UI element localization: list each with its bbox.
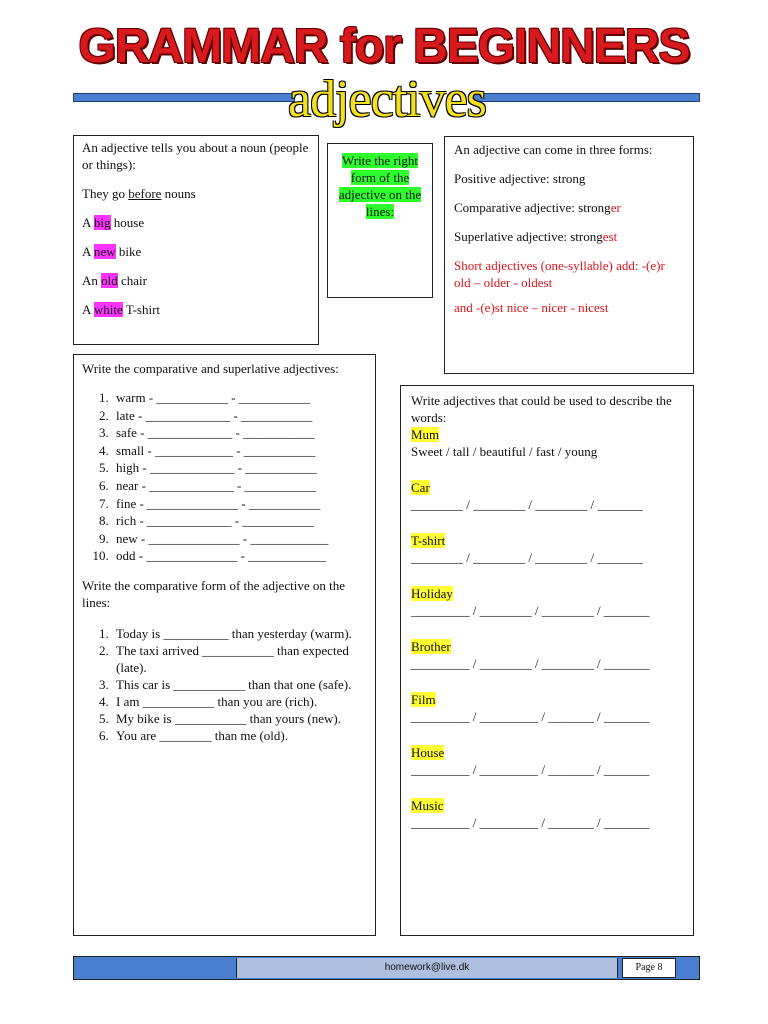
list-item: 3. safe - _____________ - ___________ bbox=[112, 424, 367, 442]
comparative-form: Comparative adjective: stronger bbox=[454, 200, 621, 215]
short-adjective-rule: Short adjectives (one-syllable) add: -(e)r old – older - oldest bbox=[454, 258, 665, 290]
list-item: 5. My bike is ___________ than yours (new). bbox=[112, 710, 357, 727]
exercise1-sentences bbox=[82, 625, 367, 744]
list-item: 3. This car is ___________ than that one (safe). bbox=[112, 676, 357, 693]
answer-line: _________ / _________ / _______ / _______ bbox=[411, 762, 650, 777]
list-item: 4. small - ____________ - ___________ bbox=[112, 442, 367, 460]
positive-form: Positive adjective: strong bbox=[454, 171, 586, 186]
header-rule-left bbox=[73, 93, 295, 102]
short-adjective-rule-2: and -(e)st nice – nicer - nicest bbox=[454, 300, 609, 315]
list-item: 1. Today is __________ than yesterday (warm). bbox=[112, 625, 357, 642]
example-item: A white T-shirt bbox=[82, 302, 161, 317]
example-word: Mum bbox=[411, 427, 440, 442]
list-item: 7. fine - ______________ - ___________ bbox=[112, 495, 367, 513]
list-item: 2. late - _____________ - ___________ bbox=[112, 407, 367, 425]
describe-word: House bbox=[411, 745, 445, 760]
adjective-highlight: old bbox=[101, 273, 118, 288]
describe-word: Car bbox=[411, 480, 430, 495]
describe-word: T-shirt bbox=[411, 533, 446, 548]
list-item: 9. new - ______________ - ____________ bbox=[112, 530, 367, 548]
intro-definition: An adjective tells you about a noun (people or things): bbox=[82, 140, 309, 172]
answer-line: ________ / ________ / ________ / _______ bbox=[411, 550, 643, 565]
before-word: before bbox=[128, 186, 162, 201]
footer-email: homework@live.dk bbox=[236, 958, 618, 978]
superlative-form: Superlative adjective: strongest bbox=[454, 229, 618, 244]
list-item: 8. rich - _____________ - ___________ bbox=[112, 512, 367, 530]
adjective-highlight: big bbox=[93, 215, 111, 230]
intro-box bbox=[73, 135, 319, 345]
intro-position: They go before nouns bbox=[82, 186, 196, 201]
page-title: GRAMMAR for BEGINNERS bbox=[78, 20, 690, 73]
adjective-highlight: white bbox=[93, 302, 123, 317]
instruction-box bbox=[327, 143, 433, 298]
list-item: 2. The taxi arrived ___________ than expected (late). bbox=[112, 642, 357, 676]
list-item: 5. high - _____________ - ___________ bbox=[112, 459, 367, 477]
list-item: 6. near - _____________ - ___________ bbox=[112, 477, 367, 495]
list-item: 6. You are ________ than me (old). bbox=[112, 727, 357, 744]
forms-intro: An adjective can come in three forms: bbox=[454, 142, 653, 157]
answer-line: ________ / ________ / ________ / _______ bbox=[411, 497, 643, 512]
answer-line: _________ / _________ / _______ / _______ bbox=[411, 709, 650, 724]
answer-line: _________ / ________ / ________ / _______ bbox=[411, 656, 650, 671]
exercise-describe-box bbox=[400, 385, 694, 936]
page-number: Page 8 bbox=[622, 958, 676, 978]
forms-box bbox=[444, 136, 694, 374]
superlative-suffix: est bbox=[602, 229, 618, 244]
comparative-suffix: er bbox=[610, 200, 621, 215]
example-item: An old chair bbox=[82, 273, 147, 288]
answer-line: _________ / _________ / _______ / _______ bbox=[411, 815, 650, 830]
list-item: 10. odd - ______________ - ____________ bbox=[112, 547, 367, 565]
exercise1-heading2: Write the comparative form of the adjective on the lines: bbox=[82, 577, 345, 610]
describe-word: Music bbox=[411, 798, 444, 813]
header-rule-right bbox=[472, 93, 700, 102]
answer-line: _________ / ________ / ________ / _______ bbox=[411, 603, 650, 618]
describe-word: Film bbox=[411, 692, 436, 707]
exercise2-heading: Write adjectives that could be used to describe the words: bbox=[411, 393, 672, 425]
page-subtitle: adjectives bbox=[288, 71, 486, 128]
instruction-text: Write the right form of the adjective on the lines: bbox=[338, 153, 422, 219]
list-item: 1. warm - ___________ - ___________ bbox=[112, 389, 367, 407]
example-answer: Sweet / tall / beautiful / fast / young bbox=[411, 444, 598, 459]
adjective-highlight: new bbox=[93, 244, 116, 259]
exercise1-heading: Write the comparative and superlative adjectives: bbox=[82, 361, 339, 376]
example-item: A big house bbox=[82, 215, 145, 230]
list-item: 4. I am ___________ than you are (rich). bbox=[112, 693, 357, 710]
exercise1-list bbox=[82, 389, 367, 565]
describe-word: Holiday bbox=[411, 586, 453, 601]
describe-word: Brother bbox=[411, 639, 451, 654]
example-item: A new bike bbox=[82, 244, 142, 259]
exercise-comparative-box bbox=[73, 354, 376, 936]
